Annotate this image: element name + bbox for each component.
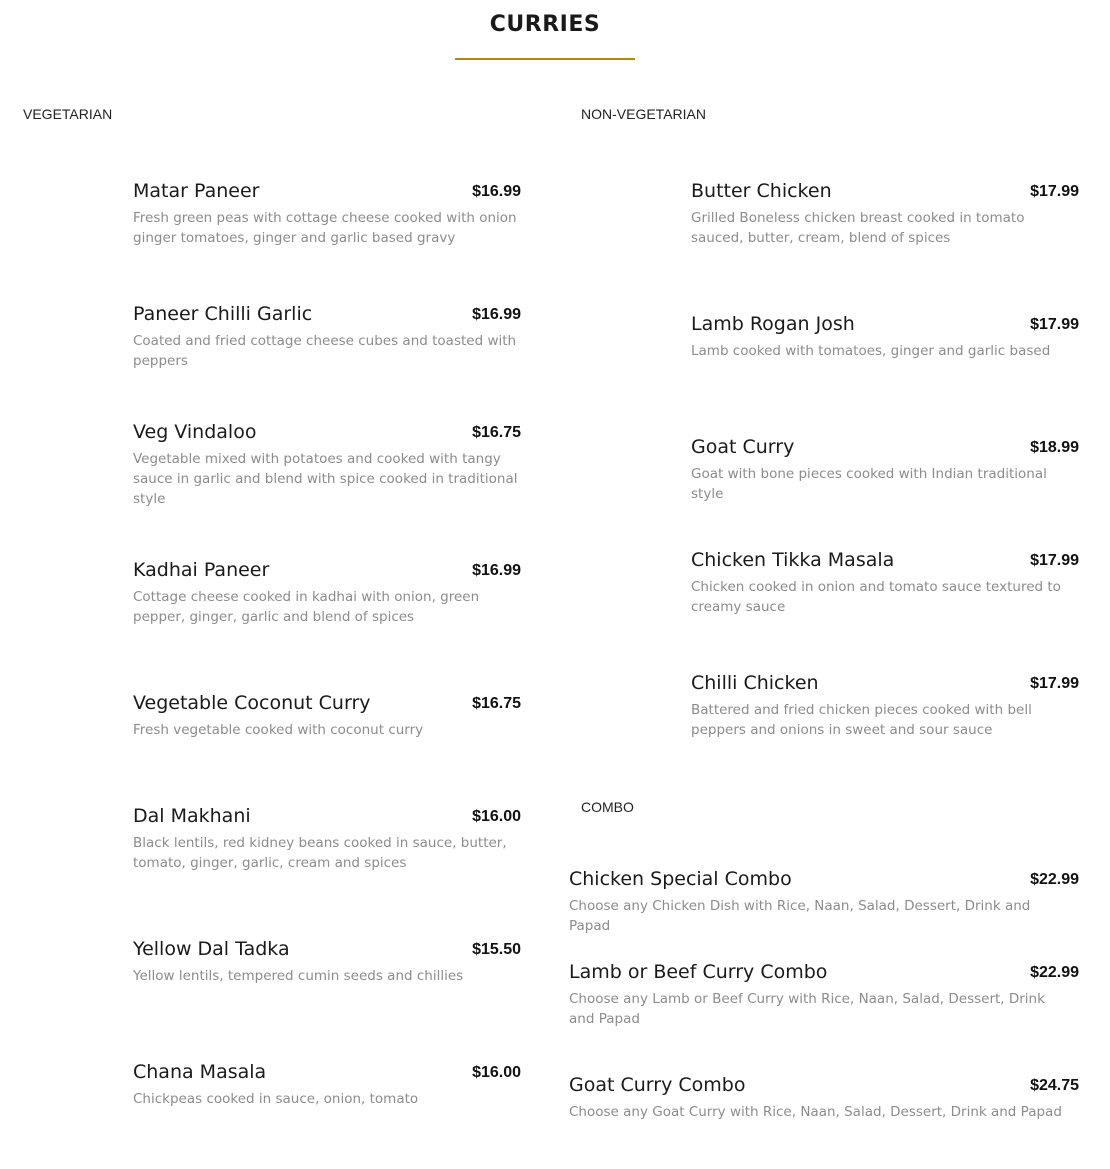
item-name: Goat Curry Combo <box>569 1074 746 1096</box>
title-divider <box>455 58 635 60</box>
page-title: CURRIES <box>489 12 601 37</box>
item-description: Coated and fried cottage cheese cubes and toasted with peppers <box>133 333 517 369</box>
item-description: Choose any Lamb or Beef Curry with Rice, Naan, Salad, Dessert, Drink and Papad <box>569 991 1045 1027</box>
item-name: Vegetable Coconut Curry <box>133 692 371 714</box>
item-name: Chicken Tikka Masala <box>691 549 895 571</box>
item-name: Lamb or Beef Curry Combo <box>569 961 828 983</box>
item-price: $16.00 <box>472 1064 521 1081</box>
item-description: Cottage cheese cooked in kadhai with onion, green pepper, ginger, garlic and blend of spices <box>133 589 480 625</box>
item-name: Chicken Special Combo <box>569 868 792 890</box>
item-name: Veg Vindaloo <box>133 421 257 443</box>
item-description: Chicken cooked in onion and tomato sauce textured to creamy sauce <box>691 579 1061 615</box>
item-price: $16.99 <box>472 306 521 323</box>
item-price: $22.99 <box>1030 964 1079 981</box>
item-price: $17.99 <box>1030 316 1079 333</box>
item-price: $16.75 <box>472 695 521 712</box>
item-name: Chilli Chicken <box>691 672 819 694</box>
item-name: Lamb Rogan Josh <box>691 313 855 335</box>
item-name: Paneer Chilli Garlic <box>133 303 313 325</box>
item-description: Choose any Chicken Dish with Rice, Naan, Salad, Dessert, Drink and Papad <box>569 898 1031 934</box>
item-price: $17.99 <box>1030 552 1079 569</box>
section-label-non-vegetarian: NON-VEGETARIAN <box>581 106 706 122</box>
item-price: $16.75 <box>472 424 521 441</box>
item-description: Black lentils, red kidney beans cooked in sauce, butter, tomato, ginger, garlic, cream and spices <box>133 835 507 871</box>
item-price: $15.50 <box>472 941 521 958</box>
item-description: Fresh green peas with cottage cheese cooked with onion ginger tomatoes, ginger and garlic based gravy <box>133 210 517 246</box>
item-name: Butter Chicken <box>691 180 832 202</box>
item-description: Vegetable mixed with potatoes and cooked with tangy sauce in garlic and blend with spice cooked in traditional style <box>133 451 518 507</box>
item-name: Matar Paneer <box>133 180 260 202</box>
item-name: Kadhai Paneer <box>133 559 270 581</box>
section-label-vegetarian: VEGETARIAN <box>23 106 113 122</box>
item-price: $16.99 <box>472 562 521 579</box>
item-description: Battered and fried chicken pieces cooked with bell peppers and onions in sweet and sour sauce <box>691 702 1032 738</box>
item-price: $16.99 <box>472 183 521 200</box>
item-price: $24.75 <box>1030 1077 1079 1094</box>
item-description: Chickpeas cooked in sauce, onion, tomato <box>133 1091 419 1107</box>
item-price: $16.00 <box>472 808 521 825</box>
item-description: Choose any Goat Curry with Rice, Naan, Salad, Dessert, Drink and Papad <box>569 1104 1062 1120</box>
item-name: Goat Curry <box>691 436 795 458</box>
item-description: Fresh vegetable cooked with coconut curry <box>133 722 424 738</box>
item-name: Yellow Dal Tadka <box>133 938 290 960</box>
section-label-combo: COMBO <box>581 799 634 815</box>
item-price: $17.99 <box>1030 675 1079 692</box>
item-name: Dal Makhani <box>133 805 251 827</box>
item-description: Lamb cooked with tomatoes, ginger and garlic based <box>691 343 1051 359</box>
item-name: Chana Masala <box>133 1061 267 1083</box>
item-price: $17.99 <box>1030 183 1079 200</box>
item-description: Grilled Boneless chicken breast cooked in tomato sauced, butter, cream, blend of spices <box>691 210 1025 246</box>
item-description: Goat with bone pieces cooked with Indian traditional style <box>691 466 1047 502</box>
item-description: Yellow lentils, tempered cumin seeds and chillies <box>133 968 464 984</box>
item-price: $18.99 <box>1030 439 1079 456</box>
item-price: $22.99 <box>1030 871 1079 888</box>
